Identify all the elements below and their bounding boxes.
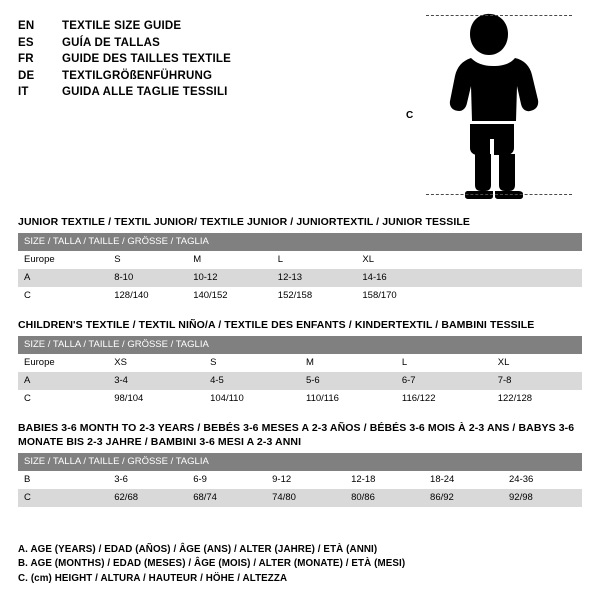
row-label: A (18, 372, 108, 390)
table-row (18, 471, 582, 489)
size-header-label: SIZE / TALLA / TAILLE / GRÖSSE / TAGLIA (18, 336, 582, 354)
language-text-es: GUÍA DE TALLAS (62, 36, 160, 49)
babies-size-table (18, 453, 582, 507)
cell: 12-13 (272, 269, 357, 287)
row-label: Europe (18, 354, 108, 372)
row-label: Europe (18, 251, 108, 269)
row-label: C (18, 489, 108, 507)
language-text-de: TEXTILGRÖßENFÜHRUNG (62, 69, 213, 82)
toddler-silhouette-icon (424, 10, 574, 200)
cell: XL (492, 354, 582, 372)
cell: 92/98 (503, 489, 582, 507)
cell: 98/104 (108, 390, 204, 408)
language-code-en: EN (18, 20, 35, 32)
cell: 122/128 (492, 390, 582, 408)
cell: M (187, 251, 272, 269)
cell: 152/158 (272, 287, 357, 305)
cell: 9-12 (266, 471, 345, 489)
language-row-en (18, 18, 348, 35)
cell: 128/140 (108, 287, 187, 305)
section-title-junior: JUNIOR TEXTILE / TEXTIL JUNIOR/ TEXTILE JUNIOR / JUNIORTEXTIL / JUNIOR TESSILE (18, 216, 470, 228)
row-label: C (18, 287, 108, 305)
table-header-row (18, 233, 582, 251)
language-text-fr: GUIDE DES TAILLES TEXTILE (62, 53, 231, 65)
row-label: A (18, 269, 108, 287)
language-row-es (18, 35, 348, 52)
cell: 116/122 (396, 390, 492, 408)
table-row (18, 354, 582, 372)
junior-size-table (18, 233, 582, 305)
cell: 3-6 (108, 471, 187, 489)
language-code-it: IT (18, 86, 29, 98)
size-header-label: SIZE / TALLA / TAILLE / GRÖSSE / TAGLIA (18, 453, 582, 471)
table-row (18, 287, 582, 305)
language-code-fr: FR (18, 53, 34, 65)
cell: 24-36 (503, 471, 582, 489)
legend-line-a: A. AGE (YEARS) / EDAD (AÑOS) / ÂGE (ANS) / ALTER (JAHRE) / ETÀ (ANNI) (18, 543, 378, 555)
cell: 140/152 (187, 287, 272, 305)
row-label: C (18, 390, 108, 408)
cell-empty (441, 269, 582, 287)
cell: 4-5 (204, 372, 300, 390)
language-row-it (18, 84, 348, 101)
section-babies-textile (18, 421, 582, 507)
language-text-en: TEXTILE SIZE GUIDE (62, 20, 182, 32)
legend-footer (18, 543, 582, 587)
section-title-children: CHILDREN'S TEXTILE / TEXTIL NIÑO/A / TEXTILE DES ENFANTS / KINDERTEXTIL / BAMBINI TESSILE (18, 319, 535, 331)
language-code-de: DE (18, 69, 35, 82)
table-row (18, 269, 582, 287)
cell: S (204, 354, 300, 372)
cell: 62/68 (108, 489, 187, 507)
table-header-row (18, 336, 582, 354)
cell: XL (356, 251, 441, 269)
language-row-fr (18, 51, 348, 68)
table-row (18, 390, 582, 408)
cell: 18-24 (424, 471, 503, 489)
cell: 12-18 (345, 471, 424, 489)
language-text-it: GUIDA ALLE TAGLIE TESSILI (62, 86, 228, 98)
language-row-de (18, 68, 348, 85)
cell: 86/92 (424, 489, 503, 507)
height-guide-line-bottom (426, 194, 572, 195)
cell: L (396, 354, 492, 372)
cell: XS (108, 354, 204, 372)
measurement-figure (406, 10, 574, 200)
table-row (18, 489, 582, 507)
cell: 3-4 (108, 372, 204, 390)
cell-empty (441, 287, 582, 305)
cell: 6-7 (396, 372, 492, 390)
cell: M (300, 354, 396, 372)
language-header-block (18, 18, 348, 101)
cell: 110/116 (300, 390, 396, 408)
legend-line-b: B. AGE (MONTHS) / EDAD (MESES) / ÂGE (MOIS) / ALTER (MONATE) / ETÀ (MESI) (18, 558, 406, 569)
table-row (18, 372, 582, 390)
cell: S (108, 251, 187, 269)
cell: 7-8 (492, 372, 582, 390)
cell: 104/110 (204, 390, 300, 408)
section-title-babies: BABIES 3-6 MONTH TO 2-3 YEARS / BEBÉS 3-6 MESES A 2-3 AÑOS / BÉBÉS 3-6 MOIS À 2-3 ANS / BABYS 3-6 MONATE BIS 2-3 JAHRE / BAMBINI 3-6 MESI A 2-3 ANNI (18, 422, 575, 448)
section-childrens-textile (18, 318, 582, 408)
language-code-es: ES (18, 36, 34, 49)
cell: 10-12 (187, 269, 272, 287)
cell: 158/170 (356, 287, 441, 305)
cell: 14-16 (356, 269, 441, 287)
row-label: B (18, 471, 108, 489)
cell: 8-10 (108, 269, 187, 287)
cell: L (272, 251, 357, 269)
section-junior-textile (18, 215, 582, 305)
children-size-table (18, 336, 582, 408)
size-header-label: SIZE / TALLA / TAILLE / GRÖSSE / TAGLIA (18, 233, 582, 251)
cell-empty (441, 251, 582, 269)
cell: 68/74 (187, 489, 266, 507)
cell: 74/80 (266, 489, 345, 507)
height-guide-line-top (426, 15, 572, 16)
table-row (18, 251, 582, 269)
measure-label-c: C (406, 110, 414, 121)
cell: 6-9 (187, 471, 266, 489)
cell: 5-6 (300, 372, 396, 390)
legend-line-c: C. (cm) HEIGHT / ALTURA / HAUTEUR / HÖHE / ALTEZZA (18, 572, 288, 584)
table-header-row (18, 453, 582, 471)
cell: 80/86 (345, 489, 424, 507)
